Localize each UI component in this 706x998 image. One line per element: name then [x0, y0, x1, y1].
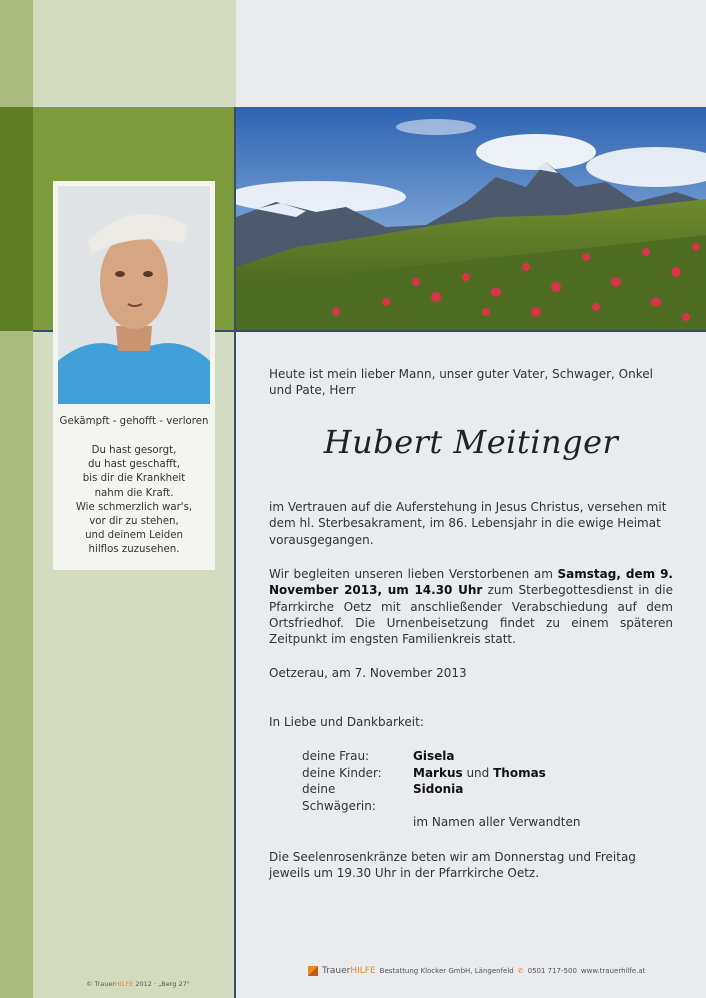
poem-line: hilflos zuzusehen. [88, 544, 180, 556]
family-row [302, 814, 581, 831]
family-member: Markus und Thomas [413, 765, 546, 780]
green-header-block-dark [0, 107, 33, 331]
copyright-footer: © TrauerHILFE 2012 · „Berg 27" [86, 980, 190, 988]
family-relation: deine Frau: [302, 749, 370, 763]
poem-line: vor dir zu stehen, [89, 516, 179, 528]
poem-line: nahm die Kraft. [94, 487, 174, 499]
family-row [302, 765, 581, 782]
portrait-photo [58, 186, 210, 404]
poem-line: Du hast gesorgt, [91, 445, 177, 456]
family-member: Sidonia [413, 782, 464, 797]
poem-line: bis dir die Krankheit [82, 473, 186, 485]
family-row [302, 748, 581, 765]
family-relation: deine Kinder: [302, 765, 382, 780]
family-relation: deine Schwägerin: [302, 782, 376, 813]
family-member: Gisela [413, 749, 455, 763]
rosary-text: Die Seelenrosenkränze beten wir am Donnerstag und Freitag jeweils um 19.30 Uhr in der Pfarrkirche Oetz. [269, 850, 636, 881]
mountain-landscape-image [236, 107, 706, 330]
poem-line: und deinem Leiden [85, 530, 183, 542]
memorial-poem [53, 444, 215, 558]
family-list [302, 748, 581, 831]
intro-text: Heute ist mein lieber Mann, unser guter Vater, Schwager, Onkel und Pate, Herr [269, 367, 653, 398]
place-date: Oetzerau, am 7. November 2013 [269, 666, 467, 680]
sidebar-tagline: Gekämpft - gehofft - verloren [59, 416, 209, 427]
service-date: Samstag, dem 9. November 2013, um 14.30 Uhr [269, 567, 673, 598]
company-name: Bestattung Klocker GmbH, Längenfeld [379, 967, 514, 975]
family-row [302, 781, 581, 814]
company-footer [308, 966, 645, 976]
poem-line: du hast geschafft, [88, 459, 180, 471]
faith-text: im Vertrauen auf die Auferstehung in Jesus Christus, versehen mit dem hl. Sterbesakrament, im 86. Lebensjahr in die ewige Heimat vorausgegangen. [269, 500, 667, 547]
trauerhilfe-logo-icon [308, 966, 318, 976]
company-phone: 0501 717-500 [527, 967, 577, 975]
vertical-rule [234, 107, 236, 998]
portrait-card [53, 181, 215, 570]
service-text [269, 566, 673, 647]
service-text-pre: Wir begleiten unseren lieben Verstorbenen am [269, 567, 558, 581]
deceased-name: Hubert Meitinger [323, 423, 619, 461]
top-margin [236, 0, 706, 107]
family-note: im Namen aller Verwandten [413, 815, 581, 830]
trauerhilfe-logo: TrauerHILFE [322, 966, 376, 976]
company-website[interactable]: www.trauerhilfe.at [580, 967, 646, 975]
thanks-line: In Liebe und Dankbarkeit: [269, 715, 424, 729]
poem-line: Wie schmerzlich war's, [75, 501, 193, 513]
service-text-post: zum Sterbegottesdienst in die Pfarrkirche Oetz mit anschließender Verabschiedung auf dem Ortsfriedhof. Die Urnenbeisetzung findet zu einem späteren Zeitpunkt im engsten Familienkreis statt. [269, 583, 673, 647]
phone-icon: ✆ [517, 967, 524, 975]
